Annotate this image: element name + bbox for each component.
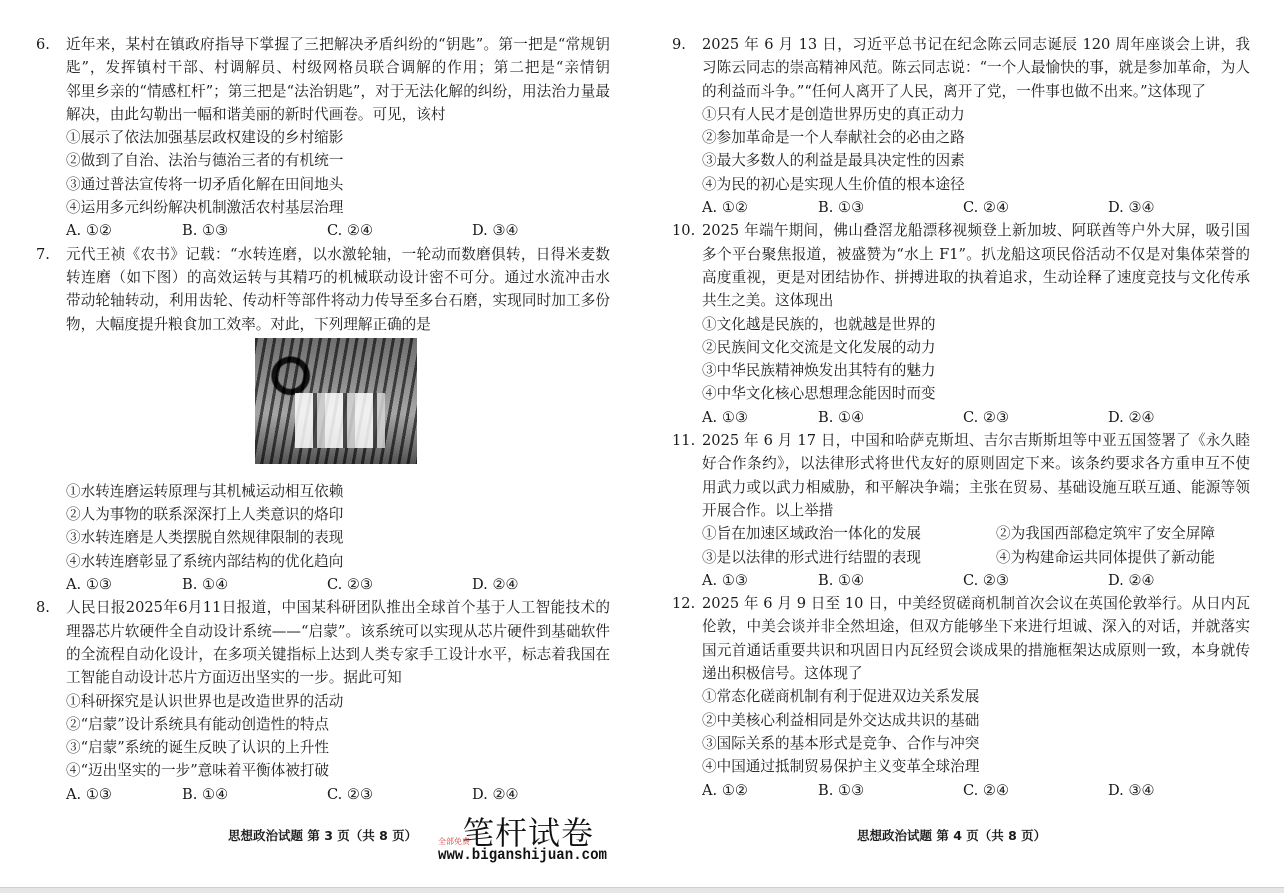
option-statement [36, 550, 610, 573]
stem-text: 的利益而斗争。”“任何人离开了人民，离开了党，一件事也做不出来。”这体现了 [702, 82, 1206, 100]
stem-text: 开展合作。以上举措 [702, 501, 834, 519]
question-12 [672, 592, 1250, 802]
option-text: ③水转连磨是人类摆脱自然规律限制的表现 [66, 529, 344, 547]
answer-choice-a: A. ①③ [702, 571, 748, 589]
question-7 [36, 243, 610, 597]
option-text: ②做到了自治、法治与德治三者的有机统一 [66, 152, 344, 170]
question-stem-line [672, 33, 1250, 56]
answer-choice-a: A. ①② [702, 199, 748, 217]
question-stem-line [672, 615, 1250, 638]
question-stem-line [36, 33, 610, 56]
question-number: 12. [672, 595, 696, 613]
stem-text: 工智能自动设计芯片方面迈出坚实的一步。据此可知 [66, 669, 402, 687]
option-text: ④“迈出坚实的一步”意味着平衡体被打破 [66, 762, 330, 780]
page-4-footer: 思想政治试题 第 4 页（共 8 页） [857, 828, 1047, 843]
answer-choice-d: D. ③④ [472, 222, 519, 240]
question-stem-line [672, 499, 1250, 522]
question-8 [36, 596, 610, 806]
option-statement [672, 359, 1250, 382]
option-statement: ①旨在加速区域政治一体化的发展 [702, 525, 921, 543]
stem-text: 伦敦，中美会谈并非全然坦途，但双方能够坐下来进行坦诚、深入的对话，并就落实 [702, 618, 1250, 636]
question-stem-line [672, 56, 1250, 79]
answer-choice-b: B. ①③ [182, 222, 229, 240]
option-row [672, 546, 1250, 569]
option-statement [36, 126, 610, 149]
question-number: 9. [672, 36, 686, 53]
answer-choices [36, 219, 610, 242]
option-text: ②人为事物的联系深深打上人类意识的烙印 [66, 506, 344, 524]
answer-choice-c: C. ②④ [327, 222, 374, 240]
option-statement [36, 173, 610, 196]
option-text: ③最大多数人的利益是最具决定性的因素 [702, 152, 965, 170]
stem-text: 元代王祯《农书》记载：“水转连磨，以水激轮轴，一轮动而数磨俱转，日得米麦数 [66, 245, 610, 263]
option-text: ③国际关系的基本形式是竞争、合作与冲突 [702, 734, 980, 752]
option-statement [36, 526, 610, 549]
option-text: ③通过普法宣传将一切矛盾化解在田间地头 [66, 175, 344, 193]
page-4-column [672, 33, 1250, 802]
option-statement [672, 103, 1250, 126]
option-text: ④运用多元纠纷解决机制激活农村基层治理 [66, 199, 344, 217]
stem-text: 2025 年端午期间，佛山叠滘龙船漂移视频登上新加坡、阿联酋等户外大屏，吸引国 [702, 222, 1250, 240]
question-stem-line [672, 219, 1250, 242]
answer-choice-b: B. ①③ [818, 199, 865, 217]
page-3-footer: 思想政治试题 第 3 页（共 8 页） [228, 828, 418, 843]
question-stem-line [36, 313, 610, 336]
stem-text: 2025 年 6 月 13 日，习近平总书记在纪念陈云同志诞辰 120 周年座谈会上讲，我 [702, 36, 1250, 53]
answer-choice-d: D. ②④ [1108, 571, 1155, 589]
watermark-name: 笔杆试卷 [462, 814, 595, 852]
question-stem-line [36, 103, 610, 126]
stem-text: 共生之美。这体现出 [702, 292, 834, 310]
stem-text: 理器芯片软硬件全自动设计系统——“启蒙”。该系统可以实现从芯片硬件到基础软件 [66, 622, 610, 640]
answer-choice-a: A. ①③ [66, 576, 112, 594]
option-text: ②中美核心利益相同是外交达成共识的基础 [702, 711, 980, 729]
question-stem-line [672, 429, 1250, 452]
option-text: ③中华民族精神焕发出其特有的魅力 [702, 362, 936, 380]
answer-choice-c: C. ②③ [327, 785, 374, 803]
question-stem-line [36, 643, 610, 666]
option-statement [672, 709, 1250, 732]
option-statement: ④为构建命运共同体提供了新动能 [996, 548, 1215, 566]
stem-text: 递出积极信号。这体现了 [702, 665, 863, 683]
stem-text: 邻里乡亲的“情感杠杆”；第三把是“法治钥匙”，对于无法化解的纠纷，用法治力量最 [66, 82, 610, 100]
answer-choice-c: C. ②③ [327, 576, 374, 594]
answer-choices [36, 573, 610, 596]
option-statement [672, 732, 1250, 755]
question-stem-line [36, 289, 610, 312]
answer-choice-b: B. ①③ [818, 781, 865, 799]
question-10 [672, 219, 1250, 429]
watermark-tag: 全部免费 [438, 837, 470, 846]
answer-choice-a: A. ①③ [702, 408, 748, 426]
stem-text: 近年来，某村在镇政府指导下掌握了三把解决矛盾纠纷的“钥匙”。第一把是“常规钥 [66, 36, 610, 53]
question-stem-line [36, 596, 610, 619]
option-text: ④中国通过抵制贸易保护主义变革全球治理 [702, 758, 980, 776]
water-mill-photo [255, 338, 417, 464]
answer-choice-b: B. ①④ [818, 571, 865, 589]
answer-choice-c: C. ②④ [963, 199, 1010, 217]
question-11 [672, 429, 1250, 592]
option-statement [672, 382, 1250, 405]
answer-choices [672, 569, 1250, 592]
option-text: ①科研探究是认识世界也是改造世界的活动 [66, 692, 344, 710]
watermark-logo [438, 808, 618, 868]
question-number: 8. [36, 599, 50, 617]
answer-choices [672, 406, 1250, 429]
option-statement [36, 690, 610, 713]
option-statement [672, 685, 1250, 708]
answer-choice-a: A. ①② [702, 781, 748, 799]
question-stem-line [36, 266, 610, 289]
watermark-url: www.biganshijuan.com [438, 846, 607, 864]
option-statement [672, 336, 1250, 359]
question-stem-line [672, 662, 1250, 685]
option-text: ②参加革命是一个人奉献社会的必由之路 [702, 129, 965, 147]
stem-text: 国元首通话重要共识和巩固日内瓦经贸会谈成果的措施框架达成原则一致，本身就传 [702, 641, 1250, 659]
answer-choice-d: D. ③④ [1108, 199, 1155, 217]
question-6 [36, 33, 610, 243]
stem-text: 物，大幅度提升粮食加工效率。对此，下列理解正确的是 [66, 315, 431, 333]
stem-text: 带动轮轴转动，利用齿轮、传动杆等部件将动力传导至多台石磨，实现同时加工多份 [66, 292, 610, 310]
stem-text: 转连磨（如下图）的高效运转与其精巧的机械联动设计密不可分。通过水流冲击水 [66, 268, 610, 286]
stem-text: 人民日报2025年6月11日报道，中国某科研团队推出全球首个基于人工智能技术的 [66, 599, 610, 617]
option-statement [36, 736, 610, 759]
option-statement [36, 480, 610, 503]
question-stem-line [672, 80, 1250, 103]
question-stem-line [36, 666, 610, 689]
answer-choices [36, 783, 610, 806]
question-stem-line [672, 289, 1250, 312]
answer-choice-b: B. ①④ [182, 785, 229, 803]
stem-text: 的全流程自动化设计，在多项关键指标上达到人类专家手工设计水平，标志着我国在 [66, 645, 610, 663]
answer-choice-a: A. ①③ [66, 785, 112, 803]
option-text: ②“启蒙”设计系统具有能动创造性的特点 [66, 715, 330, 733]
stem-text: 习陈云同志的崇高精神风范。陈云同志说：“一个人最愉快的事，就是参加革命，为人 [702, 59, 1250, 77]
option-text: ①只有人民才是创造世界历史的真正动力 [702, 105, 965, 123]
option-text: ④中华文化核心思想理念能因时而变 [702, 385, 936, 403]
option-statement [672, 126, 1250, 149]
option-statement [672, 173, 1250, 196]
stem-text: 多个平台聚焦报道，被盛赞为“水上 F1”。扒龙船这项民俗活动不仅是对集体荣誉的 [702, 245, 1250, 263]
question-stem-line [36, 243, 610, 266]
question-number: 10. [672, 222, 696, 240]
option-statement: ②为我国西部稳定筑牢了安全屏障 [996, 525, 1215, 543]
answer-choice-c: C. ②③ [963, 571, 1010, 589]
question-stem-line [672, 476, 1250, 499]
answer-choice-d: D. ②④ [472, 785, 519, 803]
stem-text: 用武力或以武力相威胁，和平解决争端；主张在贸易、基础设施互联互通、能源等领 [702, 478, 1250, 496]
question-number: 6. [36, 36, 50, 53]
option-statement [36, 503, 610, 526]
question-stem-line [672, 266, 1250, 289]
question-9 [672, 33, 1250, 219]
answer-choice-c: C. ②③ [963, 408, 1010, 426]
option-text: ①水转连磨运转原理与其机械运动相互依赖 [66, 482, 344, 500]
answer-choice-c: C. ②④ [963, 781, 1010, 799]
question-stem-line [672, 592, 1250, 615]
stem-text: 高度重视，更是对团结协作、拼搏进取的执着追求，生动诠释了速度竞技与文化传承 [702, 268, 1250, 286]
option-text: ④水转连磨彰显了系统内部结构的优化趋向 [66, 552, 344, 570]
figure [36, 338, 610, 468]
stem-text: 2025 年 6 月 9 日至 10 日，中美经贸磋商机制首次会议在英国伦敦举行。从日内瓦 [702, 595, 1250, 613]
option-text: ①文化越是民族的，也就越是世界的 [702, 315, 936, 333]
question-stem-line [36, 56, 610, 79]
question-stem-line [672, 243, 1250, 266]
option-statement [672, 149, 1250, 172]
option-text: ①常态化磋商机制有利于促进双边关系发展 [702, 688, 980, 706]
answer-choice-a: A. ①② [66, 222, 112, 240]
stem-text: 解决，由此勾勒出一幅和谐美丽的新时代画卷。可见，该村 [66, 105, 446, 123]
question-number: 11. [672, 432, 696, 450]
answer-choice-d: D. ②④ [472, 576, 519, 594]
option-statement: ③是以法律的形式进行结盟的表现 [702, 548, 921, 566]
question-stem-line [672, 639, 1250, 662]
option-statement [672, 755, 1250, 778]
option-row [672, 522, 1250, 545]
option-statement [36, 713, 610, 736]
option-text: ④为民的初心是实现人生价值的根本途径 [702, 175, 965, 193]
question-stem-line [36, 620, 610, 643]
answer-choice-d: D. ②④ [1108, 408, 1155, 426]
question-number: 7. [36, 245, 50, 263]
answer-choice-b: B. ①④ [818, 408, 865, 426]
bottom-scroll-edge [0, 887, 1284, 893]
answer-choices [672, 196, 1250, 219]
answer-choice-d: D. ③④ [1108, 781, 1155, 799]
option-text: ③“启蒙”系统的诞生反映了认识的上升性 [66, 739, 330, 757]
question-stem-line [672, 452, 1250, 475]
answer-choices [672, 779, 1250, 802]
stem-text: 好合作条约》，以法律形式将世代友好的原则固定下来。该条约要求各方重申互不使 [702, 455, 1250, 473]
answer-choice-b: B. ①④ [182, 576, 229, 594]
option-statement [672, 313, 1250, 336]
option-statement [36, 196, 610, 219]
option-statement [36, 759, 610, 782]
option-text: ②民族间文化交流是文化发展的动力 [702, 338, 936, 356]
stem-text: 2025 年 6 月 17 日，中国和哈萨克斯坦、吉尔吉斯斯坦等中亚五国签署了《永久睦 [702, 432, 1250, 450]
stem-text: 匙”，发挥镇村干部、村调解员、村级网格员联合调解的作用；第二把是“亲情钥 [66, 59, 610, 77]
page-3-column [36, 33, 610, 806]
question-stem-line [36, 80, 610, 103]
option-statement [36, 149, 610, 172]
option-text: ①展示了依法加强基层政权建设的乡村缩影 [66, 129, 344, 147]
